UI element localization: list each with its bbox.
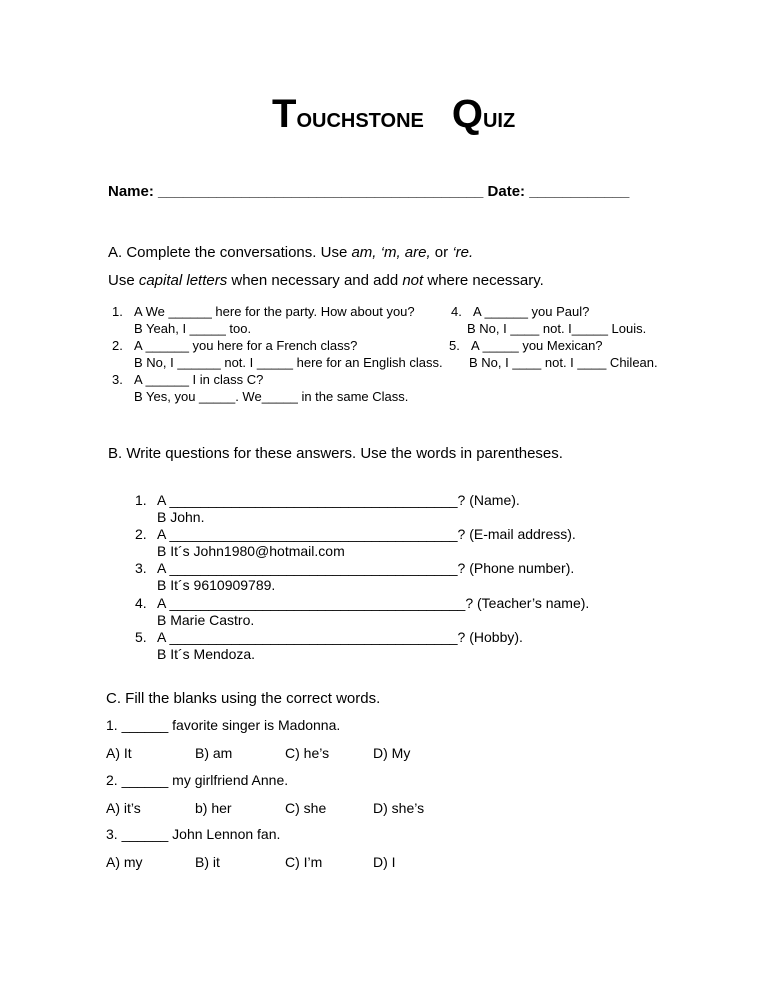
section-a-heading-text: A. Complete the conversations. Use <box>108 244 352 261</box>
b-item-5-question: 5. A _____________________________________? (Hobby). <box>135 629 523 645</box>
c-option-2b[interactable]: b) her <box>195 800 232 816</box>
c-option-1b[interactable]: B) am <box>195 745 233 761</box>
a-item-3-answer[interactable]: B Yes, you _____. We_____ in the same Class. <box>134 389 409 404</box>
instr-pre: Use <box>108 272 139 289</box>
section-a-heading <box>108 244 473 261</box>
b-item-1-question: 1. A _____________________________________? (Name). <box>135 492 520 508</box>
instr-caps: capital letters <box>138 272 228 289</box>
c-option-3b[interactable]: B) it <box>195 854 220 870</box>
a-item-3-question: 3. A ______ I in class C? <box>112 372 264 387</box>
a-item-4-question: 4. A ______ you Paul? <box>451 304 590 319</box>
page-title <box>272 92 515 137</box>
b-item-4-answer: B Marie Castro. <box>157 612 255 628</box>
title-q-cap: Q <box>451 92 483 136</box>
c-option-3c[interactable]: C) I’m <box>285 854 323 870</box>
section-c-heading: C. Fill the blanks using the correct words. <box>106 690 381 707</box>
b-item-2-question: 2. A _____________________________________? (E-mail address). <box>135 526 576 542</box>
c-question-1[interactable]: 1. ______ favorite singer is Madonna. <box>106 717 341 733</box>
a-item-1-question: 1. A We ______ here for the party. How about you? <box>112 304 415 319</box>
name-date-line[interactable]: Name: _______________________________________ Date: ____________ <box>108 183 630 200</box>
c-option-2a[interactable]: A) it’s <box>106 800 141 816</box>
section-a-instructions <box>108 272 544 289</box>
c-option-1d[interactable]: D) My <box>373 745 411 761</box>
instr-not: not <box>402 272 424 289</box>
b-item-3-answer: B It´s 9610909789. <box>157 577 276 593</box>
b-item-4-question: 4. A ______________________________________? (Teacher’s name). <box>135 595 590 611</box>
c-option-1c[interactable]: C) he’s <box>285 745 330 761</box>
a-item-2-question: 2. A ______ you here for a French class? <box>112 338 358 353</box>
b-item-5-answer: B It´s Mendoza. <box>157 646 256 662</box>
b-item-3-question: 3. A _____________________________________? (Phone number). <box>135 560 575 576</box>
c-option-3d[interactable]: D) I <box>373 854 396 870</box>
a-item-4-answer[interactable]: B No, I ____ not. I_____ Louis. <box>467 321 647 336</box>
title-q-rest: UIZ <box>482 110 516 132</box>
instr-post: where necessary. <box>423 272 544 289</box>
section-a-words: am, ‘m, are, <box>351 244 431 261</box>
b-item-2-answer: B It´s John1980@hotmail.com <box>157 543 345 559</box>
c-option-2d[interactable]: D) she’s <box>373 800 425 816</box>
section-a-or: or <box>430 244 453 261</box>
title-t-cap: T <box>272 92 297 136</box>
title-t-rest: OUCHSTONE <box>296 110 424 132</box>
section-a-re: ‘re. <box>452 244 474 261</box>
a-item-5-question: 5. A _____ you Mexican? <box>449 338 603 353</box>
section-b-heading: B. Write questions for these answers. Use the words in parentheses. <box>108 445 563 462</box>
c-question-2[interactable]: 2. ______ my girlfriend Anne. <box>106 772 289 788</box>
c-question-3[interactable]: 3. ______ John Lennon fan. <box>106 826 281 842</box>
instr-mid: when necessary and add <box>227 272 403 289</box>
c-option-3a[interactable]: A) my <box>106 854 143 870</box>
c-option-2c[interactable]: C) she <box>285 800 327 816</box>
a-item-1-answer[interactable]: B Yeah, I _____ too. <box>134 321 252 336</box>
c-option-1a[interactable]: A) It <box>106 745 132 761</box>
a-item-5-answer[interactable]: B No, I ____ not. I ____ Chilean. <box>469 355 658 370</box>
a-item-2-answer[interactable]: B No, I ______ not. I _____ here for an English class. <box>134 355 443 370</box>
b-item-1-answer: B John. <box>157 509 205 525</box>
